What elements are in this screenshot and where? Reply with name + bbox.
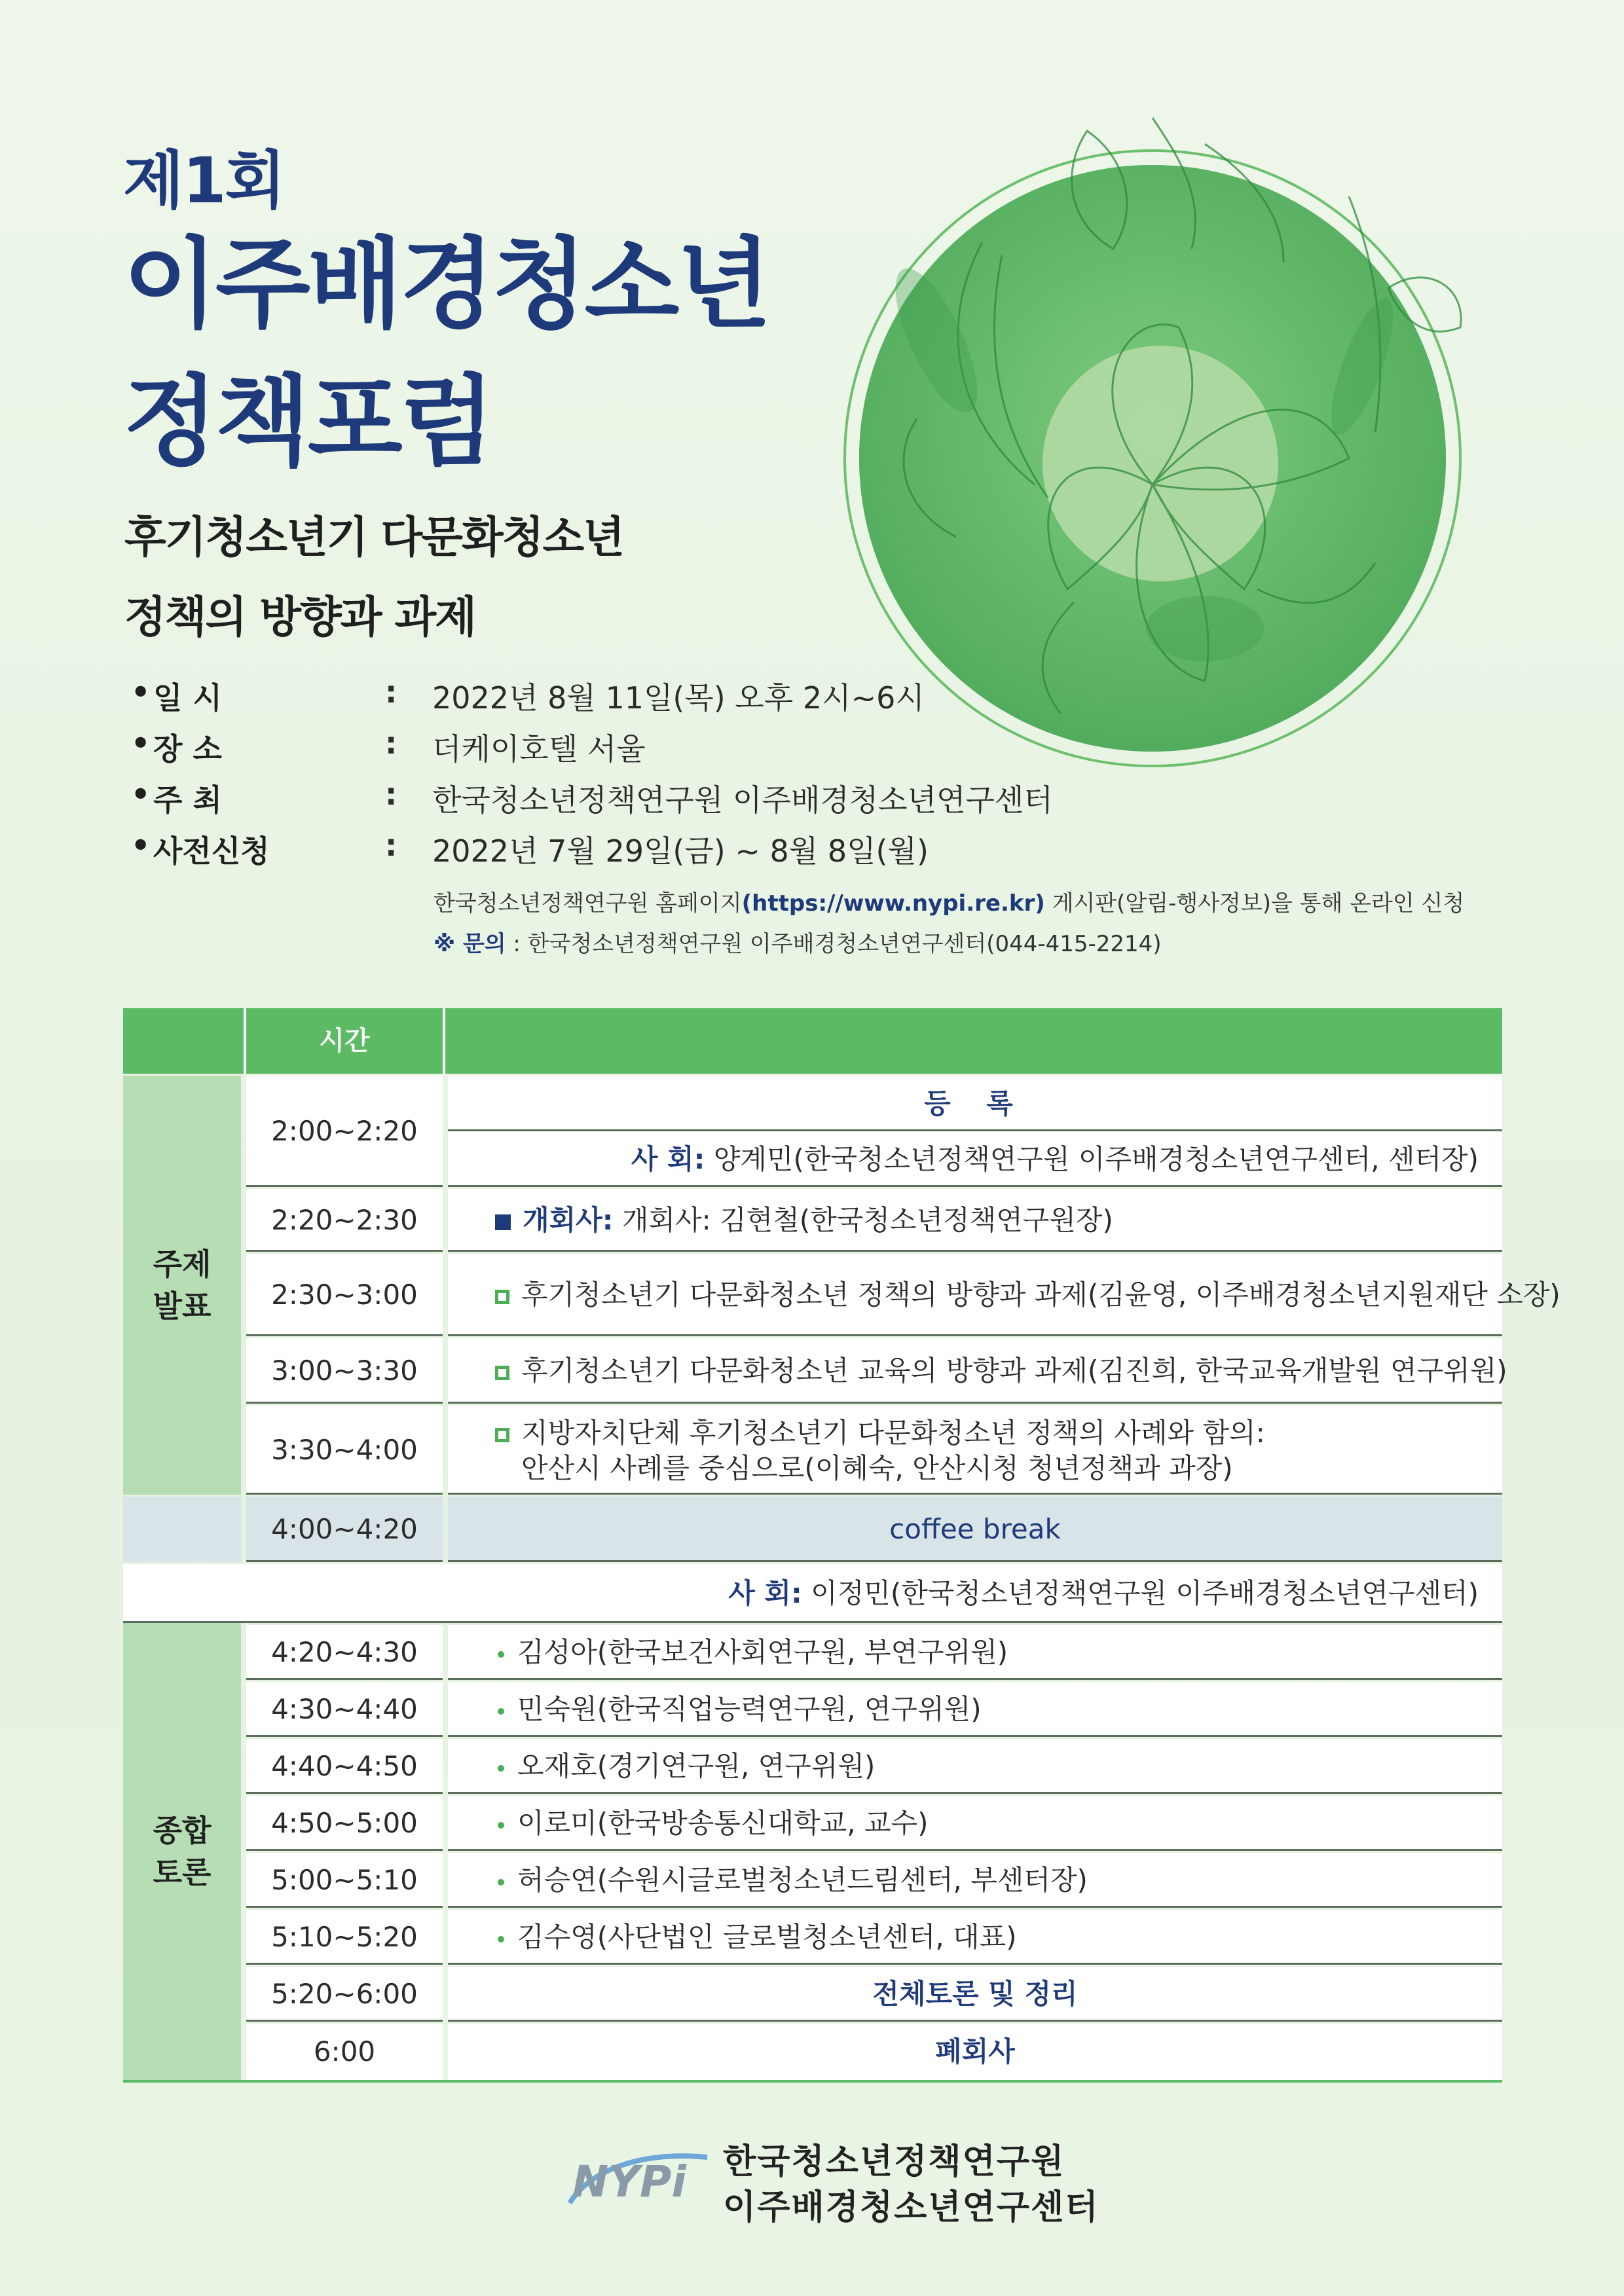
time-cell: 4:50~5:00 bbox=[246, 1796, 443, 1851]
info-date-value: 2022년 8월 11일(목) 오후 2시~6시 bbox=[432, 680, 925, 716]
opening-line bbox=[495, 1189, 1113, 1252]
opening-label: 개회사: bbox=[523, 1204, 614, 1236]
mc-label: 사 회: bbox=[631, 1143, 705, 1175]
event-title-line: 이주배경청소년 bbox=[123, 228, 769, 342]
event-subtitle-line: 정책의 방향과 과제 bbox=[124, 592, 476, 642]
event-info-list bbox=[131, 674, 1465, 957]
event-title-line: 정책포럼 bbox=[123, 365, 492, 479]
section-label-discussion: 종합 토론 bbox=[123, 1623, 241, 2080]
mc-label: 사 회: bbox=[728, 1577, 802, 1609]
open-square-icon bbox=[495, 1366, 509, 1380]
presentation-text: 지방자치단체 후기청소년기 다문화청소년 정책의 사례와 함의: bbox=[521, 1417, 1265, 1449]
table-row bbox=[246, 1406, 1502, 1495]
registration-text: 등 록 bbox=[924, 1087, 1026, 1120]
content-cell bbox=[448, 1076, 1502, 1131]
table-header bbox=[123, 1008, 1502, 1074]
panelist-text: 이로미(한국방송통신대학교, 교수) bbox=[517, 1807, 929, 1839]
filled-square-icon bbox=[495, 1214, 511, 1230]
open-square-icon bbox=[495, 1428, 509, 1442]
contact-value: : 한국청소년정책연구원 이주배경청소년연구센터(044-415-2214) bbox=[506, 931, 1162, 957]
table-row bbox=[246, 1967, 1502, 2022]
time-cell: 5:10~5:20 bbox=[246, 1910, 443, 1965]
content-cell bbox=[448, 2024, 1502, 2080]
mc-value: 양계민(한국청소년정책연구원 이주배경청소년연구센터, 센터장) bbox=[705, 1143, 1479, 1175]
panelist-line bbox=[495, 1739, 875, 1794]
registration-note-pre: 한국청소년정책연구원 홈페이지 bbox=[434, 890, 742, 917]
panelist-line bbox=[495, 1796, 928, 1851]
info-registration-label: 사전신청 bbox=[153, 833, 270, 869]
info-host bbox=[131, 776, 1375, 828]
info-venue bbox=[131, 725, 1375, 776]
contact-label: ※ 문의 bbox=[434, 931, 506, 957]
content-cell bbox=[448, 1910, 1502, 1965]
registration-note-post: 게시판(알림-행사정보)을 통해 온라인 신청 bbox=[1044, 890, 1465, 917]
panelist-line bbox=[495, 1625, 1008, 1680]
table-header-time: 시간 bbox=[319, 1026, 370, 1056]
table-row bbox=[246, 1910, 1502, 1965]
contact-note bbox=[434, 926, 1162, 958]
colon: : bbox=[385, 776, 397, 812]
panelist-text: 김수영(사단법인 글로벌청소년센터, 대표) bbox=[517, 1921, 1017, 1953]
time-cell: 5:00~5:10 bbox=[246, 1853, 443, 1908]
mc-value: 이정민(한국청소년정책연구원 이주배경청소년연구센터) bbox=[802, 1577, 1479, 1609]
info-venue-value: 더케이호텔 서울 bbox=[432, 731, 646, 767]
table-row bbox=[246, 1682, 1502, 1737]
colon: : bbox=[385, 674, 397, 710]
content-cell bbox=[448, 1796, 1502, 1851]
time-cell: 4:30~4:40 bbox=[246, 1682, 443, 1737]
nypi-logo-icon bbox=[563, 2144, 714, 2210]
bullet-icon bbox=[498, 1765, 504, 1772]
open-square-icon bbox=[495, 1290, 509, 1304]
event-subtitle-line: 후기청소년기 다문화청소년 bbox=[124, 512, 624, 562]
content-cell bbox=[448, 1967, 1502, 2022]
bullet-icon bbox=[498, 1936, 504, 1942]
content-cell bbox=[448, 1189, 1502, 1252]
time-cell: 4:40~4:50 bbox=[246, 1739, 443, 1794]
presentation-line bbox=[495, 1338, 1507, 1404]
bullet-icon bbox=[498, 1651, 504, 1658]
bullet-icon bbox=[498, 1708, 504, 1715]
time-cell: 2:00~2:20 bbox=[246, 1076, 443, 1187]
colon: : bbox=[385, 828, 397, 863]
bullet-icon bbox=[498, 1822, 504, 1829]
table-row-mc bbox=[123, 1564, 1502, 1623]
info-date-label: 일 시 bbox=[153, 680, 222, 716]
info-registration-value: 2022년 7월 29일(금) ~ 8월 8일(월) bbox=[432, 833, 929, 869]
edition-label: 제1회 bbox=[123, 144, 285, 217]
panelist-text: 민숙원(한국직업능력연구원, 연구위원) bbox=[517, 1693, 982, 1725]
table-row bbox=[246, 1338, 1507, 1404]
panelist-text: 허승연(수원시글로벌청소년드림센터, 부센터장) bbox=[517, 1864, 1088, 1896]
bullet-icon: • bbox=[131, 828, 151, 863]
table-row bbox=[246, 1739, 1502, 1794]
time-cell: 3:30~4:00 bbox=[246, 1406, 443, 1495]
presentation-line bbox=[495, 1254, 1560, 1336]
info-host-value: 한국청소년정책연구원 이주배경청소년연구센터 bbox=[432, 782, 1053, 818]
content-cell bbox=[448, 1406, 1502, 1495]
time-cell: 2:20~2:30 bbox=[246, 1189, 443, 1252]
time-cell: 4:20~4:30 bbox=[246, 1625, 443, 1680]
content-cell bbox=[448, 1497, 1502, 1562]
table-row bbox=[246, 1076, 1502, 1187]
registration-url-link[interactable]: (https://www.nypi.re.kr) bbox=[741, 890, 1045, 917]
time-cell: 6:00 bbox=[246, 2024, 443, 2080]
panelist-line bbox=[495, 1853, 1088, 1908]
time-cell: 3:00~3:30 bbox=[246, 1338, 443, 1404]
table-row bbox=[246, 1254, 1560, 1336]
coffee-break-text: coffee break bbox=[889, 1513, 1061, 1545]
general-discussion-text: 전체토론 및 정리 bbox=[872, 1978, 1078, 2010]
info-registration bbox=[131, 828, 1375, 879]
table-row bbox=[246, 1189, 1502, 1252]
info-host-label: 주 최 bbox=[153, 782, 222, 818]
org-name-line2: 이주배경청소년연구센터 bbox=[723, 2188, 1099, 2227]
panelist-line bbox=[495, 1682, 982, 1737]
table-row bbox=[246, 2024, 1502, 2080]
presentation-text: 후기청소년기 다문화청소년 교육의 방향과 과제(김진희, 한국교육개발원 연구위원) bbox=[521, 1355, 1507, 1387]
bullet-icon: • bbox=[131, 776, 151, 812]
panelist-text: 김성아(한국보건사회연구원, 부연구위원) bbox=[517, 1636, 1008, 1668]
table-bottom-border bbox=[123, 2080, 1502, 2083]
divider bbox=[443, 1008, 445, 1074]
org-name-line1: 한국청소년정책연구원 bbox=[723, 2142, 1065, 2181]
content-cell bbox=[448, 1682, 1502, 1737]
info-venue-label: 장 소 bbox=[153, 731, 222, 767]
opening-value: 개회사: 김현철(한국청소년정책연구원장) bbox=[613, 1204, 1113, 1236]
info-date bbox=[131, 674, 1375, 725]
content-cell bbox=[448, 1625, 1502, 1680]
table-row bbox=[246, 1853, 1502, 1908]
presentation-text: 후기청소년기 다문화청소년 정책의 방향과 과제(김윤영, 이주배경청소년지원재단 소장) bbox=[521, 1279, 1560, 1311]
content-cell bbox=[448, 1739, 1502, 1794]
content-cell bbox=[448, 1131, 1502, 1187]
table-row-break bbox=[246, 1497, 1502, 1562]
table-row bbox=[246, 1625, 1502, 1680]
content-cell bbox=[448, 1853, 1502, 1908]
bullet-icon: • bbox=[131, 725, 151, 761]
mc-line bbox=[631, 1131, 1479, 1187]
section-label-keynote: 주제 발표 bbox=[123, 1076, 241, 1495]
footer-logo bbox=[563, 2131, 1153, 2227]
event-title bbox=[123, 216, 843, 491]
content-cell bbox=[448, 1338, 1507, 1404]
table-row bbox=[246, 1796, 1502, 1851]
colon: : bbox=[385, 725, 397, 761]
time-cell: 2:30~3:00 bbox=[246, 1254, 443, 1336]
panelist-line bbox=[495, 1910, 1017, 1965]
registration-note bbox=[434, 885, 1464, 917]
presentation-line-continued: 안산시 사례를 중심으로(이혜숙, 안산시청 청년정책과 과장) bbox=[521, 1452, 1233, 1484]
time-cell: 5:20~6:00 bbox=[246, 1967, 443, 2022]
closing-text: 폐회사 bbox=[935, 2035, 1015, 2068]
panelist-text: 오재호(경기연구원, 연구위원) bbox=[517, 1750, 876, 1782]
event-subtitle bbox=[124, 498, 623, 657]
mc-line bbox=[728, 1564, 1479, 1623]
section-label-break bbox=[123, 1497, 241, 1562]
nypi-logo-text: NYPi bbox=[572, 2157, 687, 2207]
presentation-line bbox=[495, 1415, 1265, 1451]
time-cell: 4:00~4:20 bbox=[246, 1497, 443, 1562]
bullet-icon: • bbox=[131, 674, 151, 710]
bullet-icon bbox=[498, 1879, 504, 1886]
content-cell bbox=[448, 1254, 1560, 1336]
